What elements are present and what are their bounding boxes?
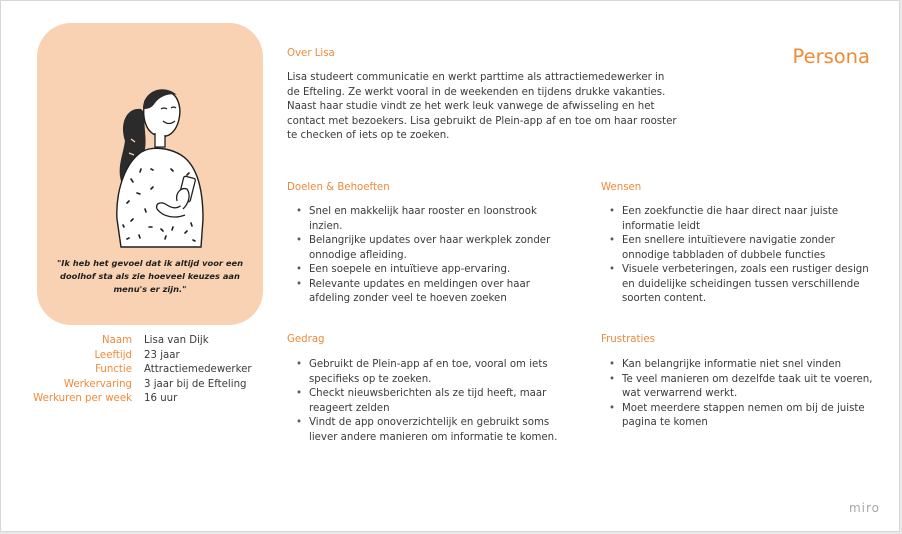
persona-title: Persona bbox=[792, 45, 870, 68]
profile-row-function bbox=[31, 363, 271, 378]
profile-value: Attractiemedewerker bbox=[144, 364, 252, 375]
frustrations-list bbox=[608, 358, 880, 431]
list-item: • Te veel manieren om dezelfde taak uit te voeren, wat verwarrend werkt. bbox=[608, 373, 880, 402]
behavior-title: Gedrag bbox=[287, 334, 325, 345]
frustrations-title: Frustraties bbox=[601, 334, 655, 345]
persona-card bbox=[37, 23, 263, 325]
portrait-illustration bbox=[91, 69, 207, 259]
profile-value: 16 uur bbox=[144, 393, 178, 404]
profile-value: 3 jaar bij de Efteling bbox=[144, 378, 247, 390]
profile-label: Functie bbox=[95, 364, 132, 375]
wishes-title: Wensen bbox=[601, 182, 642, 193]
list-item: • Een soepele en intuïtieve app-ervaring. bbox=[295, 263, 565, 278]
profile-label: Leeftijd bbox=[94, 349, 132, 361]
list-item: • Gebruikt de Plein-app af en toe, vooral om iets specifieks op te zoeken. bbox=[295, 358, 570, 387]
list-item: • Belangrijke updates over haar werkplek zonder onnodige afleiding. bbox=[295, 234, 565, 263]
miro-watermark: miro bbox=[848, 501, 880, 515]
profile-value: 23 jaar bbox=[144, 349, 180, 361]
profile-details bbox=[31, 334, 271, 407]
about-text: Lisa studeert communicatie en werkt parttime als attractiemedewerker in de Efteling. Ze werkt vooral in de weekenden en tijdens drukke vakanties. Naast haar studie vindt ze het werk leuk vanwege de afwisseling en het contact met bezoekers. Lisa gebruikt de Plein-app af en toe om haar rooster te checken of iets op te zoeken. bbox=[287, 72, 677, 142]
profile-value: Lisa van Dijk bbox=[144, 335, 209, 346]
about-title: Over Lisa bbox=[287, 48, 335, 59]
list-item: • Visuele verbeteringen, zoals een rustiger design en duidelijke scheidingen tussen verschillende soorten content. bbox=[608, 263, 880, 307]
goals-list bbox=[295, 205, 565, 307]
list-item: • Kan belangrijke informatie niet snel vinden bbox=[608, 358, 880, 373]
list-item: • Vindt de app onoverzichtelijk en gebruikt soms liever andere manieren om informatie te komen. bbox=[295, 416, 570, 445]
list-item: • Een zoekfunctie die haar direct naar juiste informatie leidt bbox=[608, 205, 880, 234]
behavior-list bbox=[295, 358, 570, 445]
list-item: • Checkt nieuwsberichten als ze tijd heeft, maar reageert zelden bbox=[295, 387, 570, 416]
persona-quote: "Ik heb het gevoel dat ik altijd voor een doolhof sta als zie hoeveel keuzes aan menu's er zijn." bbox=[56, 258, 244, 294]
profile-label: Werkuren per week bbox=[33, 393, 132, 404]
profile-row-hours bbox=[31, 392, 271, 407]
list-item: • Relevante updates en meldingen over haar afdeling zonder veel te hoeven zoeken bbox=[295, 278, 565, 307]
list-item: • Een snellere intuïtievere navigatie zonder onnodige tabbladen of dubbele functies bbox=[608, 234, 880, 263]
profile-row-age bbox=[31, 349, 271, 364]
profile-label: Naam bbox=[101, 335, 132, 346]
list-item: • Moet meerdere stappen nemen om bij de juiste pagina te komen bbox=[608, 402, 880, 431]
goals-title: Doelen & Behoeften bbox=[287, 182, 390, 193]
profile-row-experience bbox=[31, 378, 271, 393]
wishes-list bbox=[608, 205, 880, 307]
profile-label: Werkervaring bbox=[63, 378, 132, 390]
profile-row-name bbox=[31, 334, 271, 349]
list-item: • Snel en makkelijk haar rooster en loonstrook inzien. bbox=[295, 205, 565, 234]
